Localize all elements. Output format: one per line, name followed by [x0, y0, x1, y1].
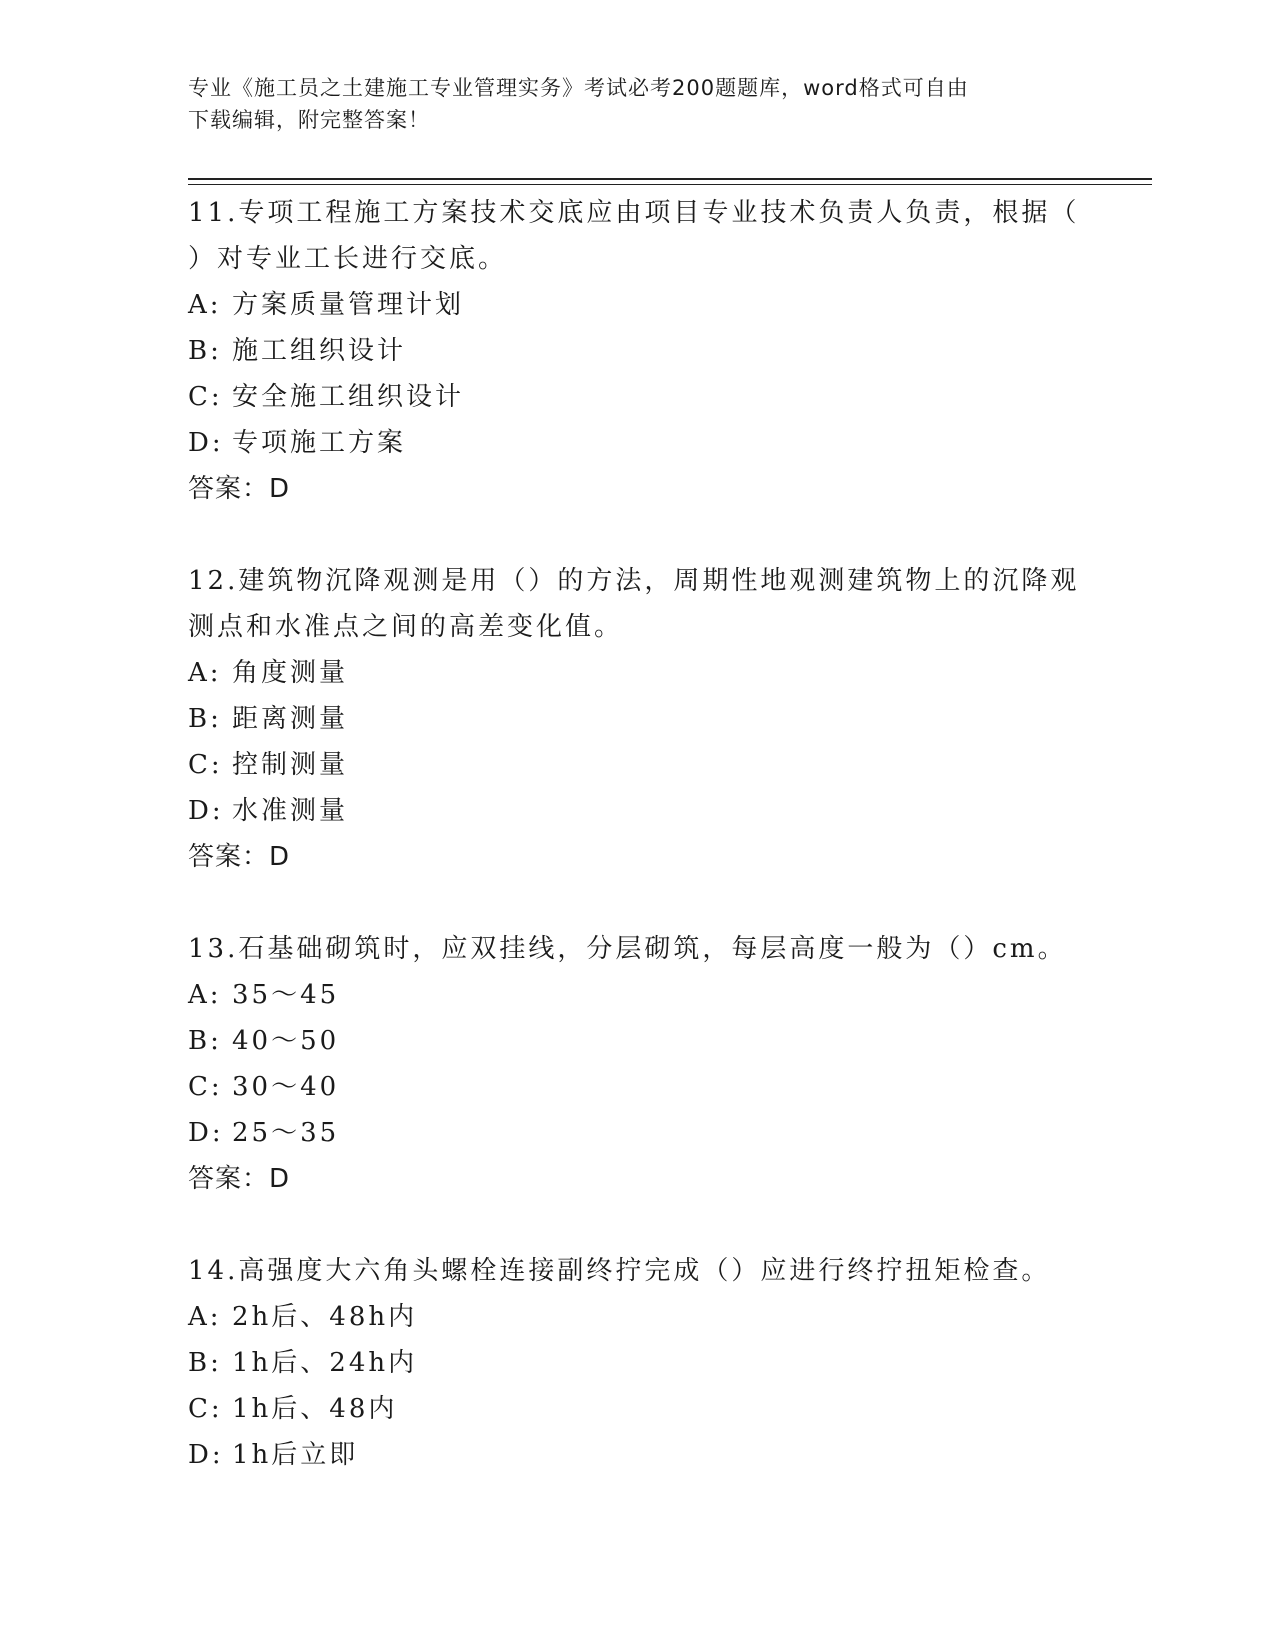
answer-line: 答案：D — [188, 1164, 291, 1194]
option-text: 40～50 — [232, 1026, 340, 1056]
option-text: 距离测量 — [232, 704, 349, 734]
option-b — [188, 1340, 1108, 1386]
option-a — [188, 972, 1108, 1018]
option-letter: D: — [188, 796, 224, 826]
option-text: 25～35 — [232, 1118, 340, 1148]
option-b — [188, 1018, 1108, 1064]
option-letter: A: — [188, 658, 222, 688]
option-letter: B: — [188, 1348, 222, 1378]
header-line-1: 专业《施工员之土建施工专业管理实务》考试必考200题题库，word格式可自由 — [188, 76, 969, 100]
option-letter: C: — [188, 1072, 223, 1102]
option-letter: C: — [188, 382, 223, 412]
header-line-2: 下载编辑，附完整答案！ — [188, 108, 430, 132]
option-letter: B: — [188, 704, 222, 734]
question-stem — [188, 1248, 1108, 1294]
option-c — [188, 742, 1108, 788]
option-letter: C: — [188, 1394, 223, 1424]
question-stem-line: 11.专项工程施工方案技术交底应由项目专业技术负责人负责，根据（ — [188, 198, 1080, 228]
option-text: 角度测量 — [232, 658, 349, 688]
option-c — [188, 1064, 1108, 1110]
question-11 — [188, 190, 1108, 512]
option-letter: A: — [188, 1302, 222, 1332]
option-letter: B: — [188, 336, 222, 366]
question-12 — [188, 558, 1108, 880]
option-text: 1h后、24h内 — [232, 1348, 418, 1378]
question-stem — [188, 926, 1108, 972]
question-stem — [188, 190, 1108, 282]
option-text: 35～45 — [232, 980, 340, 1010]
option-text: 施工组织设计 — [232, 336, 407, 366]
question-stem-line: 测点和水准点之间的高差变化值。 — [188, 612, 624, 642]
option-a — [188, 650, 1108, 696]
answer-line: 答案：D — [188, 474, 291, 504]
question-stem-line: 13.石基础砌筑时，应双挂线，分层砌筑，每层高度一般为（）cm。 — [188, 934, 1067, 964]
option-d — [188, 420, 1108, 466]
option-text: 安全施工组织设计 — [232, 382, 465, 412]
option-c — [188, 1386, 1108, 1432]
option-letter: A: — [188, 980, 222, 1010]
option-a — [188, 282, 1108, 328]
question-stem-line: ）对专业工长进行交底。 — [188, 244, 508, 274]
option-b — [188, 696, 1108, 742]
option-b — [188, 328, 1108, 374]
option-d — [188, 1110, 1108, 1156]
question-stem-line: 14.高强度大六角头螺栓连接副终拧完成（）应进行终拧扭矩检查。 — [188, 1256, 1051, 1286]
option-text: 水准测量 — [232, 796, 349, 826]
option-letter: D: — [188, 428, 224, 458]
option-text: 控制测量 — [232, 750, 349, 780]
option-d — [188, 788, 1108, 834]
option-d — [188, 1432, 1108, 1478]
option-letter: C: — [188, 750, 223, 780]
option-a — [188, 1294, 1108, 1340]
option-text: 30～40 — [232, 1072, 340, 1102]
question-stem — [188, 558, 1108, 650]
option-letter: D: — [188, 1118, 224, 1148]
option-c — [188, 374, 1108, 420]
option-text: 2h后、48h内 — [232, 1302, 418, 1332]
option-letter: B: — [188, 1026, 222, 1056]
question-13 — [188, 926, 1108, 1202]
option-text: 1h后、48内 — [232, 1394, 398, 1424]
option-letter: A: — [188, 290, 222, 320]
question-list — [188, 190, 1108, 1524]
document-header — [188, 72, 1088, 136]
option-letter: D: — [188, 1440, 224, 1470]
option-text: 方案质量管理计划 — [232, 290, 465, 320]
option-text: 1h后立即 — [232, 1440, 359, 1470]
header-divider — [188, 178, 1152, 185]
option-text: 专项施工方案 — [232, 428, 407, 458]
question-14 — [188, 1248, 1108, 1478]
answer-line: 答案：D — [188, 842, 291, 872]
question-stem-line: 12.建筑物沉降观测是用（）的方法，周期性地观测建筑物上的沉降观 — [188, 566, 1080, 596]
